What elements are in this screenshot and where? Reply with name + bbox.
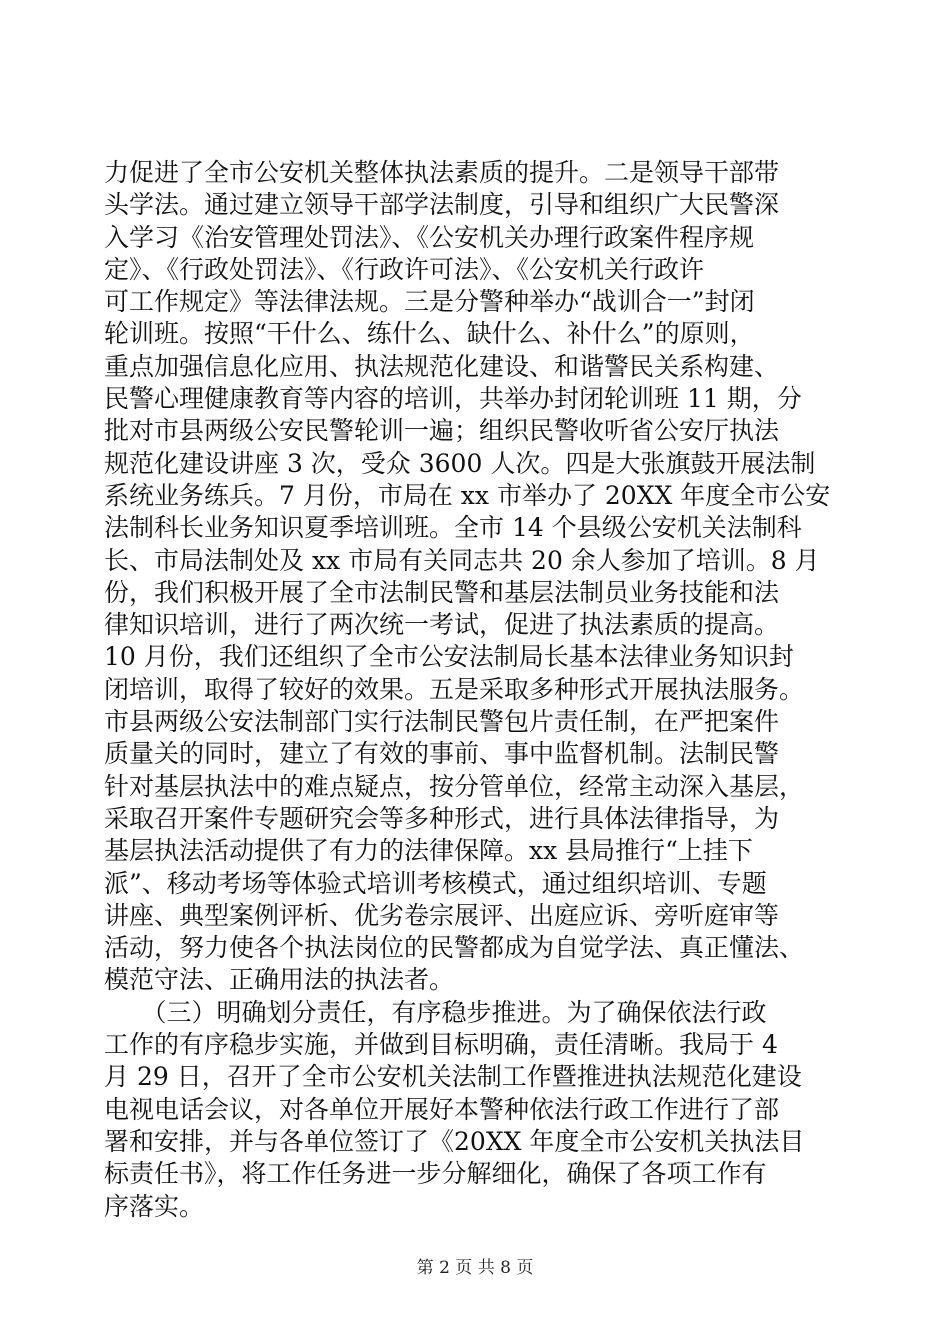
text-line: 采取召开案件专题研究会等多种形式，进行具体法律指导，为 [104,803,780,833]
text-line: 工作的有序稳步实施，并做到目标明确，责任清晰。我局于 4 [104,1030,778,1060]
text-line: 重点加强信息化应用、执法规范化建设、和谐警民关系构建、 [104,351,780,381]
text-line: 讲座、典型案例评析、优劣卷宗展评、出庭应诉、旁听庭审等 [104,900,780,930]
text-line: 署和安排，并与各单位签订了《20XX 年度全市公安机关执法目 [104,1126,805,1156]
text-line: 入学习《治安管理处罚法》、《公安机关办理行政案件程序规 [104,222,755,252]
text-line: 系统业务练兵。7 月份，市局在 xx 市举办了 20XX 年度全市公安 [104,480,831,510]
text-line: 可工作规定》等法律法规。三是分警种举办“战训合一”封闭 [104,287,755,317]
text-line: 派”、移动考场等体验式培训考核模式，通过组织培训、专题 [104,868,767,898]
text-line: 质量关的同时，建立了有效的事前、事中监督机制。法制民警 [104,739,780,769]
text-line: 轮训班。按照“干什么、练什么、缺什么、补什么”的原则， [104,319,755,349]
text-line: 法制科长业务知识夏季培训班。全市 14 个县级公安机关法制科 [104,513,802,543]
text-line: （三）明确划分责任，有序稳步推进。为了确保依法行政 [104,997,767,1027]
text-line: 民警心理健康教育等内容的培训，共举办封闭轮训班 11 期，分 [104,384,802,414]
text-line: 长、市局法制处及 xx 市局有关同志共 20 余人参加了培训。8 月 [104,545,820,575]
text-line: 规范化建设讲座 3 次，受众 3600 人次。四是大张旗鼓开展法制 [104,448,816,478]
page-footer: 第 2 页 共 8 页 [416,1258,534,1278]
text-line: 律知识培训，进行了两次统一考试，促进了执法素质的提高。 [104,610,780,640]
text-line: 序落实。 [104,1191,205,1221]
text-line: 市县两级公安法制部门实行法制民警包片责任制，在严把案件 [104,707,780,737]
text-line: 标责任书》，将工作任务进一步分解细化，确保了各项工作有 [104,1159,767,1189]
text-line: 针对基层执法中的难点疑点，按分管单位，经常主动深入基层， [104,771,805,801]
text-line: 月 29 日，召开了全市公安机关法制工作暨推进执法规范化建设 [104,1062,802,1092]
text-line: 电视电话会议，对各单位开展好本警种依法行政工作进行了部 [104,1094,780,1124]
text-line: 10 月份，我们还组织了全市公安法制局长基本法律业务知识封 [104,642,794,672]
text-line: 模范守法、正确用法的执法者。 [104,965,455,995]
text-line: 闭培训，取得了较好的效果。五是采取多种形式开展执法服务。 [104,674,805,704]
text-line: 力促进了全市公安机关整体执法素质的提升。二是领导干部带 [104,158,780,187]
text-line: 批对市县两级公安民警轮训一遍；组织民警收听省公安厅执法 [104,416,780,446]
text-line: 活动，努力使各个执法岗位的民警都成为自觉学法、真正懂法、 [104,933,805,963]
text-line: 基层执法活动提供了有力的法律保障。xx 县局推行“上挂下 [104,836,753,866]
body-text [104,157,864,1223]
text-line: 定》、《行政处罚法》、《行政许可法》、《公安机关行政许 [104,254,705,284]
text-line: 头学法。通过建立领导干部学法制度，引导和组织广大民警深 [104,190,780,220]
text-line: 份，我们积极开展了全市法制民警和基层法制员业务技能和法 [104,577,780,607]
